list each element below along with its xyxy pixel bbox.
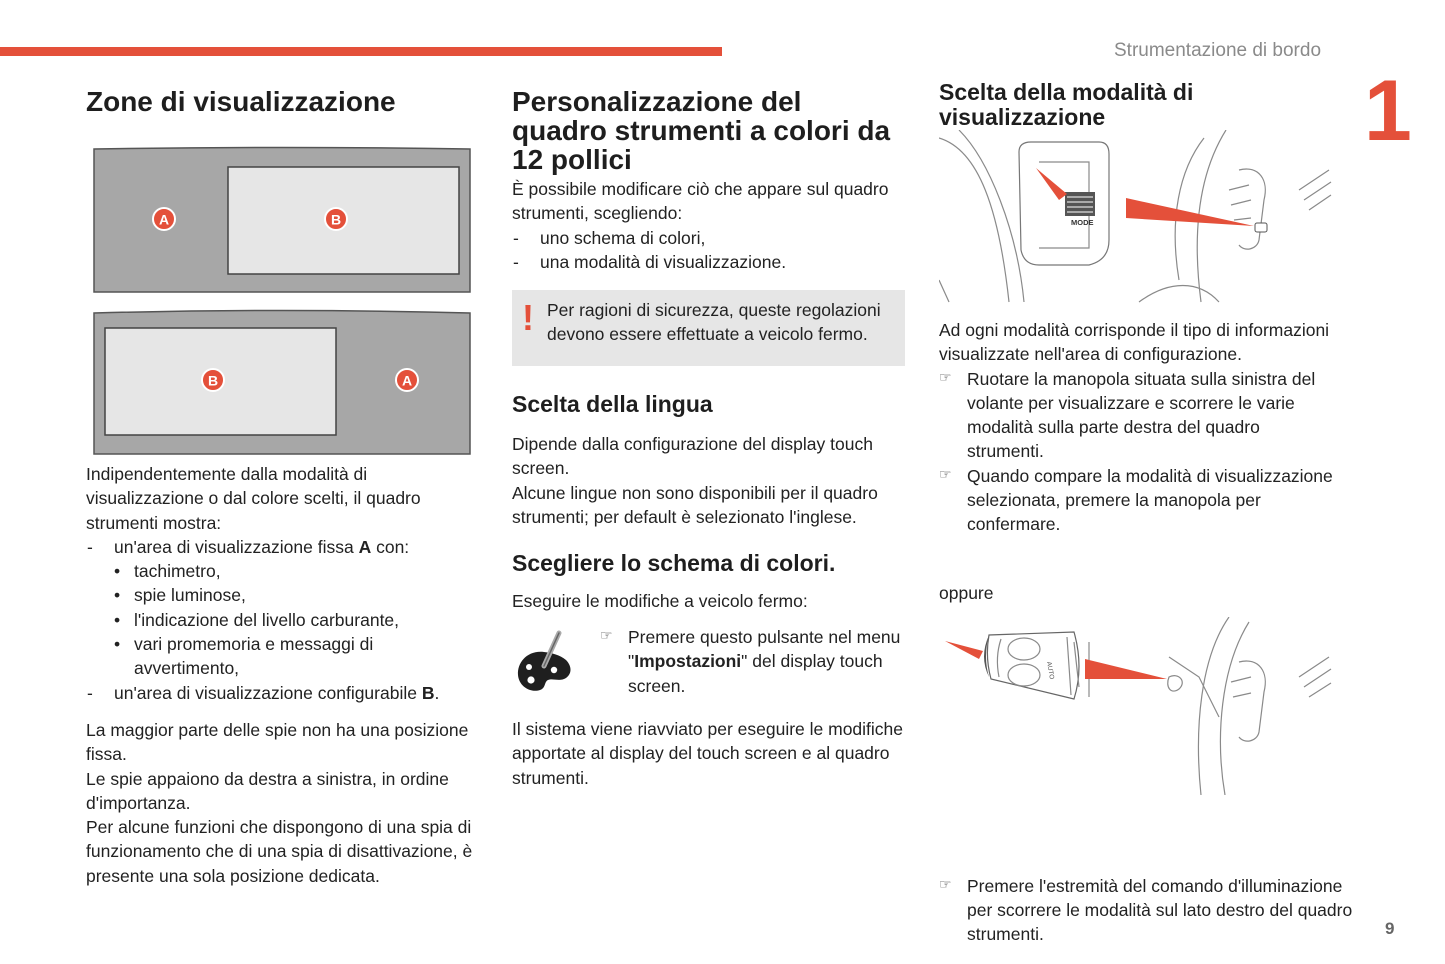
mode-wheel-illustration [939, 130, 1332, 305]
header-accent-bar [0, 47, 722, 56]
chapter-number: 1 [1364, 63, 1412, 159]
pointer-arrow [1036, 168, 1067, 200]
paragraph: Alcune lingue non sono disponibili per il quadro strumenti; per default è selezionato l'inglese. [512, 482, 878, 527]
pointer-arrow [945, 641, 983, 659]
paragraph: È possibile modificare ciò che appare sul quadro strumenti, scegliendo: [512, 179, 889, 224]
list-item: - una modalità di visualizzazione. [512, 250, 907, 274]
steering-button [1255, 223, 1267, 232]
color-scheme-instruction: Eseguire le modifiche a veicolo fermo: [512, 591, 808, 611]
warning-icon: ! [522, 297, 534, 338]
language-text [512, 432, 907, 529]
paragraph: Ad ogni modalità corrisponde il tipo di informazioni visualizzate nell'area di configurazione. [939, 320, 1330, 365]
pointer-arrow [1085, 659, 1167, 679]
list-item: • tachimetro, [86, 559, 481, 583]
paragraph: La maggior parte delle spie non ha una posizione fissa. [86, 719, 469, 765]
zone-b-item: - un'area di visualizzazione configurabile B. [86, 681, 481, 705]
mode-label: MODE [1071, 218, 1094, 227]
pointer-arrow [1126, 198, 1254, 226]
label-a-text: A [401, 372, 413, 389]
color-scheme-title: Scegliere lo schema di colori. [512, 550, 836, 576]
zones-title: Zone di visualizzazione [86, 86, 396, 117]
paragraph: Per alcune funzioni che dispongono di una spia di funzionamento che di una spia di disattivazione, è presente una sola posizione dedicata. [86, 817, 473, 886]
section-title: Strumentazione di bordo [1114, 40, 1322, 61]
customization-title: Personalizzazione del quadro strumenti a colori da 12 pollici [512, 86, 891, 175]
restart-note: Il sistema viene riavviato per eseguire le modifiche apportate al display del touch screen e al quadro strumenti. [512, 719, 904, 788]
color-scheme-step: ☞ Premere questo pulsante nel menu "Impostazioni" del display touch screen. [600, 625, 928, 698]
display-mode-step: ☞ Ruotare la manopola situata sulla sinistra del volante per visualizzare e scorrere le varie modalità sulla parte destra del quadro strumenti. [939, 367, 1334, 464]
label-b-text: B [330, 211, 342, 228]
oppure-text: oppure [939, 583, 994, 603]
paragraph: Le spie appaiono da destra a sinistra, in ordine d'importanza. [86, 768, 449, 813]
list-item: • vari promemoria e messaggi di avvertimento, [86, 632, 481, 681]
label-a-text: A [158, 211, 170, 228]
paragraph: Dipende dalla configurazione del display touch screen. [512, 434, 873, 479]
language-title: Scelta della lingua [512, 391, 713, 417]
list-item: - uno schema di colori, [512, 226, 907, 250]
display-mode-text [939, 318, 1334, 537]
display-zones-diagram [92, 146, 472, 458]
list-item: • spie luminose, [86, 583, 481, 607]
label-b-text: B [207, 372, 219, 389]
stalk-auto-label: AUTO [1045, 661, 1056, 681]
page-number: 9 [1385, 919, 1395, 938]
lighting-stalk-step: ☞ Premere l'estremità del comando d'illuminazione per scorrere le modalità sul lato destro del quadro strumenti. [939, 874, 1362, 947]
list-item: • l'indicazione del livello carburante, [86, 608, 481, 632]
zones-intro: Indipendentemente dalla modalità di visualizzazione o dal colore scelti, il quadro strumenti mostra: [86, 464, 421, 533]
zone-a-item: - un'area di visualizzazione fissa A con: [86, 535, 481, 559]
palette-icon [514, 630, 574, 694]
warning-text: Per ragioni di sicurezza, queste regolazioni devono essere effettuate a veicolo fermo. [547, 300, 881, 345]
customization-intro [512, 177, 907, 274]
zones-text [86, 462, 481, 888]
display-mode-step: ☞ Quando compare la modalità di visualizzazione selezionata, premere la manopola per confermare. [939, 464, 1334, 537]
display-mode-title: Scelta della modalità di visualizzazione [939, 79, 1194, 130]
lighting-stalk-illustration [939, 617, 1332, 795]
